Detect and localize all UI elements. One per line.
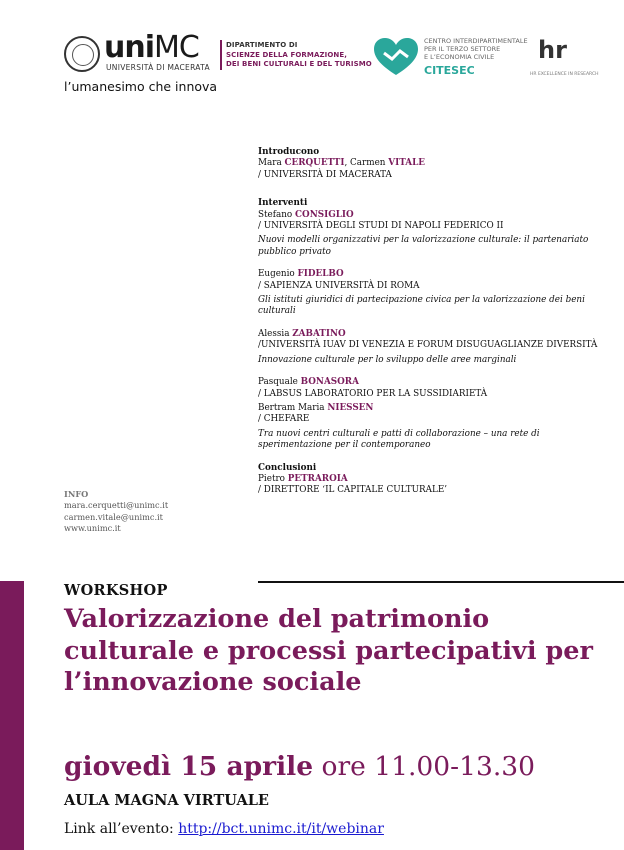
event-link-line: Link all’evento: http://bct.unimc.it/it/webinar [64, 821, 384, 837]
speaker-affiliation: / LABSUS LABORATORIO PER LA SUSSIDIARIETÀ [258, 388, 488, 399]
accent-sidebar [0, 581, 24, 850]
speaker-item: Alessia ZABATINO /UNIVERSITÀ IUAV DI VENEZIA E FORUM DISUGUAGLIANZE DIVERSITÀ Innovazione culturale per lo sviluppo delle aree marginali [258, 329, 603, 366]
speaker-affiliation: / SAPIENZA UNIVERSITÀ DI ROMA [258, 280, 420, 291]
speaker-talk: Nuovi modelli organizzativi per la valorizzazione culturale: il partenariato pubblico privato [258, 235, 589, 257]
interventi-label: Interventi [258, 198, 308, 209]
speaker-item: Pasquale BONASORA / LABSUS LABORATORIO PER LA SUSSIDIARIETÀ [258, 377, 603, 400]
department-divider [220, 40, 222, 70]
intro-speakers: Mara CERQUETTI, Carmen VITALE [258, 158, 425, 169]
speaker-talk: Gli istituti giuridici di partecipazione civica per la valorizzazione dei beni culturali [258, 295, 585, 317]
interventi-block [258, 198, 603, 451]
conclusioni-label: Conclusioni [258, 462, 317, 473]
unimc-seal-logo [64, 36, 100, 72]
horizontal-divider [258, 581, 624, 583]
workshop-label: WORKSHOP [64, 582, 168, 599]
email-link[interactable]: carmen.vitale@unimc.it [64, 511, 163, 522]
intro-affiliation: / UNIVERSITÀ DI MACERATA [258, 169, 392, 180]
email-link[interactable]: mara.cerquetti@unimc.it [64, 500, 169, 511]
speaker-item: Stefano CONSIGLIO / UNIVERSITÀ DEGLI STUDI DI NAPOLI FEDERICO II Nuovi modelli organizzativi per la valorizzazione culturale: il partenariato pubblico privato [258, 210, 603, 259]
unimc-tagline: l’umanesimo che innova [64, 79, 218, 94]
unimc-wordmark: uniMC [104, 30, 199, 65]
workshop-title: Valorizzazione del patrimonio culturale e processi partecipativi per l’innovazione sociale [64, 604, 593, 697]
speaker-item: Eugenio FIDELBO / SAPIENZA UNIVERSITÀ DI ROMA Gli istituti giuridici di partecipazione civica per la valorizzazione dei beni culturali [258, 269, 603, 318]
department-logo: DIPARTIMENTO DI SCIENZE DELLA FORMAZIONE, DEI BENI CULTURALI E DEL TURISMO [226, 41, 372, 68]
conclusioni-affiliation: / DIRETTORE ‘IL CAPITALE CULTURALE’ [258, 485, 448, 496]
hr-excellence-subtitle: HR EXCELLENCE IN RESEARCH [530, 72, 599, 77]
event-link[interactable]: http://bct.unimc.it/it/webinar [178, 821, 384, 837]
unimc-subtitle: UNIVERSITÀ DI MACERATA [106, 63, 210, 72]
info-block [64, 489, 168, 534]
speaker-affiliation: /UNIVERSITÀ IUAV DI VENEZIA E FORUM DISUGUAGLIANZE DIVERSITÀ [258, 340, 598, 351]
citesec-description: CENTRO INTERDIPARTIMENTALE PER IL TERZO SETTORE E L’ECONOMIA CIVILE [424, 37, 528, 61]
speaker-talk: Innovazione culturale per lo sviluppo delle aree marginali [258, 354, 517, 365]
citesec-name: CITESEC [424, 64, 475, 77]
citesec-heart-icon [372, 37, 420, 77]
speaker-affiliation: / CHEFARE [258, 414, 310, 425]
program [258, 147, 603, 497]
intro-label: Introducono [258, 147, 320, 157]
intro-block [258, 147, 603, 181]
hr-excellence-logo: hr [538, 36, 567, 64]
speaker-affiliation: / UNIVERSITÀ DEGLI STUDI DI NAPOLI FEDERICO II [258, 221, 504, 232]
conclusioni-block: Conclusioni Pietro PETRAROIA / DIRETTORE ‘IL CAPITALE CULTURALE’ [258, 463, 603, 497]
event-venue: AULA MAGNA VIRTUALE [64, 792, 269, 809]
speaker-talk: Tra nuovi centri culturali e patti di collaborazione – una rete di sperimentazione per il contemporaneo [258, 428, 540, 451]
website-link[interactable]: www.unimc.it [64, 522, 121, 533]
info-label: INFO [64, 489, 89, 499]
event-date: giovedì 15 aprile ore 11.00-13.30 [64, 751, 535, 782]
speaker-item: Bertram Maria NIESSEN / CHEFARE Tra nuovi centri culturali e patti di collaborazione – una rete di sperimentazione per il contemporaneo [258, 403, 603, 452]
